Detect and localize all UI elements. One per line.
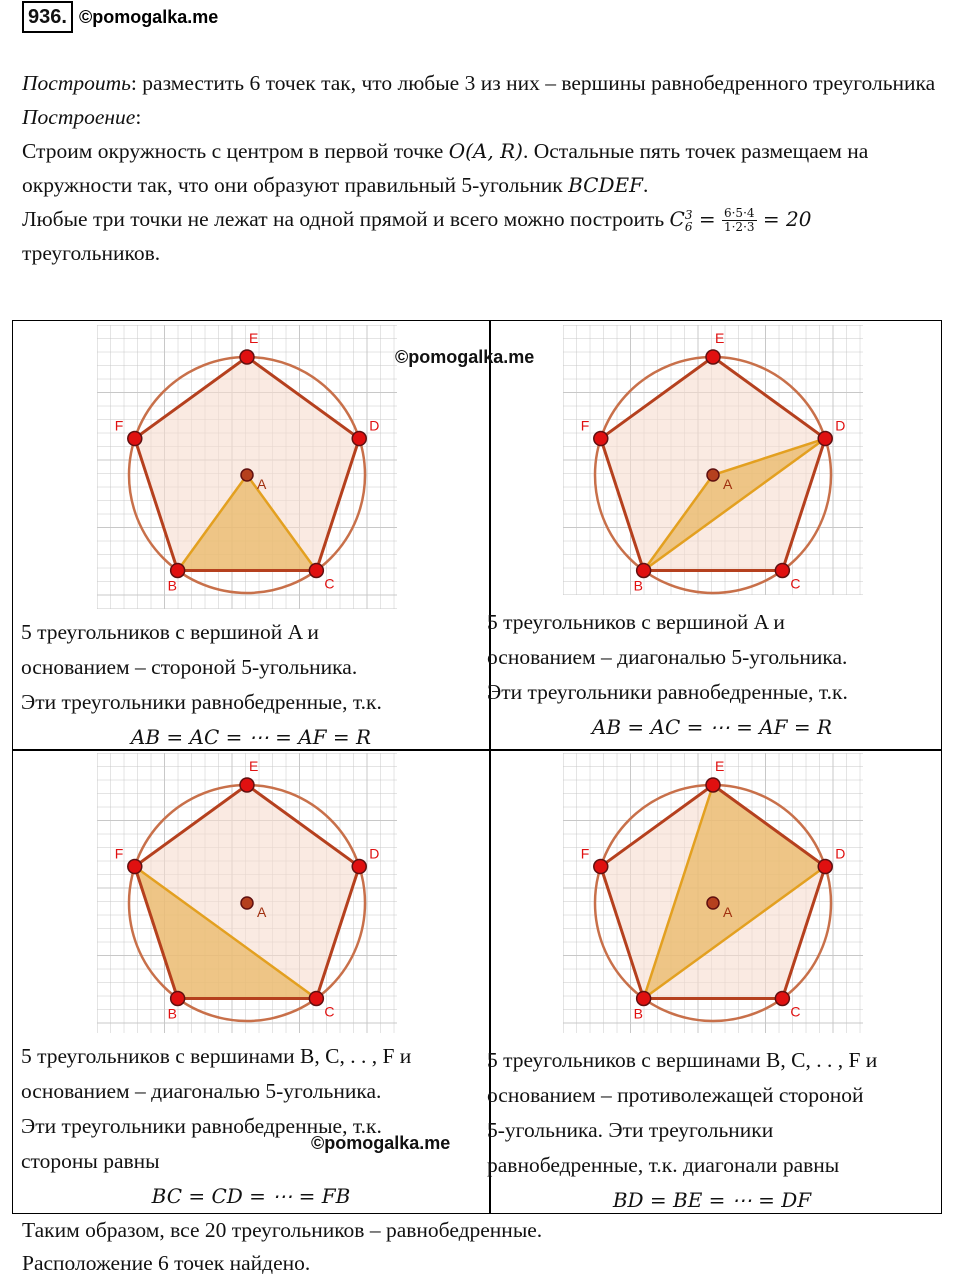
- point-f: [128, 432, 142, 446]
- panel-3-caption: 5 треугольников с вершинами B, C, . . , F и основанием – диагональю 5-угольника. Эти треугольники равнобедренные, т.к. стороны равны BC = CD = ⋯ = FB: [21, 1039, 481, 1214]
- panel-4-caption: 5 треугольников с вершинами B, C, . . , F и основанием – противолежащей стороной 5-угольника. Эти треугольники равнобедренные, т.к. диагонали равны BD = BE = ⋯ = DF: [487, 1043, 937, 1218]
- point-label-a: A: [257, 476, 267, 492]
- conclusion-line-1: Таким образом, все 20 треугольников – равнобедренные.: [22, 1218, 543, 1242]
- panel-1-caption: 5 треугольников с вершиной A и основанием – стороной 5-угольника. Эти треугольники равнобедренные, т.к. AB = AC = ⋯ = AF = R: [21, 615, 481, 755]
- point-label-d: D: [369, 417, 380, 434]
- panel-4-equation: BD = BE = ⋯ = DF: [612, 1188, 812, 1212]
- panel-2-caption: 5 треугольников с вершиной A и основанием – диагональю 5-угольника. Эти треугольники равнобедренные, т.к. AB = AC = ⋯ = AF = R: [487, 605, 937, 745]
- point-label-b: B: [633, 1005, 643, 1022]
- point-label-d: D: [369, 845, 380, 862]
- point-f: [594, 432, 608, 446]
- watermark-bottom: ©pomogalka.me: [311, 1133, 451, 1153]
- point-c: [775, 991, 789, 1005]
- point-label-c: C: [790, 575, 801, 592]
- point-label-b: B: [167, 1005, 177, 1022]
- point-a: [241, 469, 253, 481]
- intro-text: [22, 66, 942, 270]
- point-label-a: A: [257, 904, 267, 920]
- point-a: [707, 469, 719, 481]
- point-d: [352, 432, 366, 446]
- task-label: Построить: [22, 71, 131, 95]
- figure-table: [12, 320, 942, 1214]
- point-label-f: F: [580, 845, 590, 862]
- point-c: [309, 991, 323, 1005]
- panel-2-equation: AB = AC = ⋯ = AF = R: [591, 715, 833, 739]
- watermark-panel: ©pomogalka.me: [395, 347, 535, 367]
- conclusion: [22, 1214, 542, 1280]
- point-label-e: E: [249, 330, 259, 346]
- point-b: [637, 563, 651, 577]
- point-label-f: F: [114, 845, 124, 862]
- point-label-b: B: [167, 577, 177, 594]
- point-label-a: A: [723, 476, 733, 492]
- pentagon-notation: BCDEF: [568, 173, 643, 197]
- fraction: $\frac{6\cdot 5\cdot 4}{1\cdot 2\cdot 3}$: [723, 206, 755, 234]
- point-a: [241, 897, 253, 909]
- point-label-e: E: [715, 758, 725, 774]
- point-b: [171, 563, 185, 577]
- problem-number: 936.: [22, 1, 73, 33]
- point-label-d: D: [835, 845, 846, 862]
- point-d: [818, 860, 832, 874]
- construction-line-1: Строим окружность с центром в первой точке O(A, R). Остальные пять точек размещаем на окружности так, что они образуют правильный 5-угольник BCDEF.: [22, 139, 869, 197]
- task-line: [22, 66, 942, 100]
- point-label-a: A: [723, 904, 733, 920]
- point-label-e: E: [715, 330, 725, 346]
- construction-line-2: Любые три точки не лежат на одной прямой и всего можно построить C 3 6 = $\frac{6\cdot 5\cdot 4}{1\cdot 2\cdot 3}$ = 20 треугольников.: [22, 206, 812, 265]
- point-e: [706, 350, 720, 364]
- point-f: [594, 860, 608, 874]
- point-e: [706, 778, 720, 792]
- task-text: : разместить 6 точек так, что любые 3 из них – вершины равнобедренного треугольника: [130, 71, 936, 95]
- point-c: [775, 563, 789, 577]
- point-b: [637, 991, 651, 1005]
- point-d: [352, 860, 366, 874]
- conclusion-line-2: Расположение 6 точек найдено.: [22, 1251, 311, 1275]
- header: [22, 0, 218, 34]
- point-label-e: E: [249, 758, 259, 774]
- construction-heading: Построение:: [22, 105, 142, 129]
- panel-1-equation: AB = AC = ⋯ = AF = R: [130, 725, 372, 749]
- panel-3-equation: BC = CD = ⋯ = FB: [151, 1184, 351, 1208]
- point-c: [309, 563, 323, 577]
- point-label-f: F: [580, 417, 590, 434]
- circle-notation: O(A, R): [448, 139, 523, 163]
- point-label-c: C: [324, 575, 335, 592]
- point-b: [171, 991, 185, 1005]
- construction-label: Построение: [22, 105, 136, 129]
- point-a: [707, 897, 719, 909]
- point-label-c: C: [790, 1003, 801, 1020]
- point-d: [818, 432, 832, 446]
- point-e: [240, 350, 254, 364]
- point-label-d: D: [835, 417, 846, 434]
- combination-formula: C 3 6 = $\frac{6\cdot 5\cdot 4}{1\cdot 2\cdot 3}$ = 20: [669, 206, 812, 234]
- point-label-f: F: [114, 417, 124, 434]
- point-f: [128, 860, 142, 874]
- point-e: [240, 778, 254, 792]
- point-label-c: C: [324, 1003, 335, 1020]
- point-label-b: B: [633, 577, 643, 594]
- watermark: ©pomogalka.me: [78, 6, 219, 27]
